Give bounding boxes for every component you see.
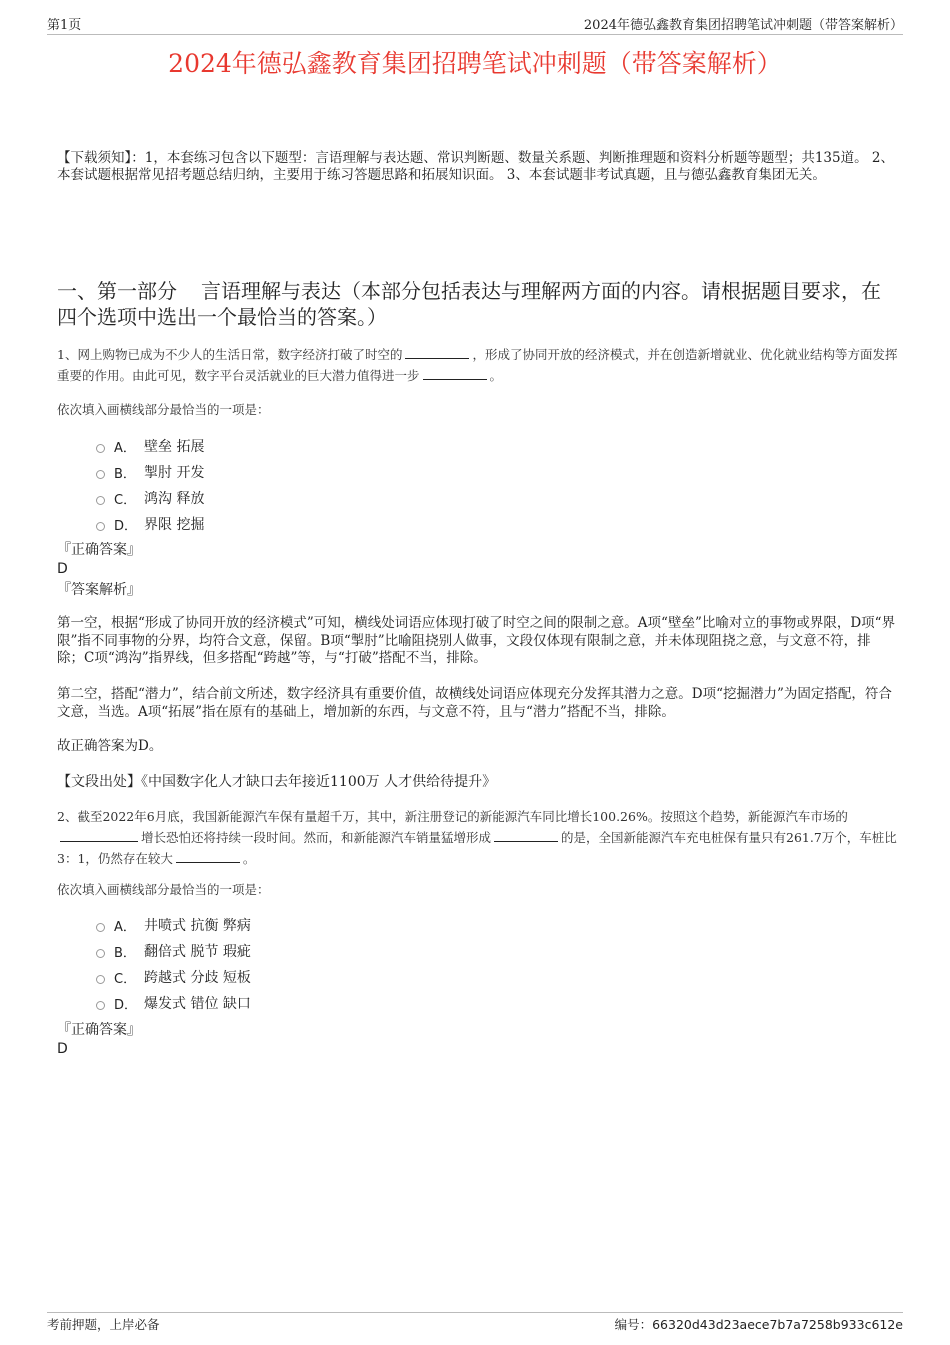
answer-label: 『正确答案』 (57, 542, 141, 558)
answer-value: D (57, 561, 68, 577)
answer-value: D (57, 1041, 68, 1057)
question-1-options (96, 433, 204, 537)
page-header (47, 14, 903, 35)
question-1-stem: 1、网上购物已成为不少人的生活日常，数字经济打破了时空的 ，形成了协同开放的经济模式，并在创造新增就业、优化就业结构等方面发挥重要的作用。由此可见，数字平台灵活就业的巨大潜力值得进一步 。 (57, 347, 898, 383)
blank-line (176, 849, 240, 863)
analysis-paragraph-2: 第二空，搭配“潜力”，结合前文所述，数字经济具有重要价值，故横线处词语应体现充分发挥其潜力之意。D项“挖掘潜力”为固定搭配，符合文意，当选。A项“拓展”指在原有的基础上，增加新的东西，与文意不符，且与“潜力”搭配不当，排除。 (57, 686, 892, 720)
radio-icon[interactable] (96, 522, 105, 531)
blank-line (494, 828, 558, 842)
question-2-prompt: 依次填入画横线部分最恰当的一项是： (57, 882, 270, 897)
radio-icon[interactable] (96, 496, 105, 505)
page-footer (47, 1312, 903, 1333)
document-title: 2024年德弘鑫教育集团招聘笔试冲刺题（带答案解析） (168, 49, 782, 78)
option-d[interactable]: D． 爆发式 错位 缺口 (96, 990, 251, 1016)
option-a[interactable]: A． 井喷式 抗衡 弊病 (96, 912, 251, 938)
download-notice: 【下载须知】：1，本套练习包含以下题型：言语理解与表达题、常识判断题、数量关系题、判断推理题和资料分析题等题型；共135道。 2、本套试题根据常见招考题总结归纳，主要用于练习答题思路和拓展知识面。 3、本套试题非考试真题，且与德弘鑫教育集团无关。 (57, 150, 894, 183)
question-2-options (96, 912, 251, 1016)
answer-label: 『正确答案』 (57, 1022, 141, 1038)
analysis-label: 『答案解析』 (57, 582, 141, 598)
analysis-conclusion: 故正确答案为D。 (57, 738, 163, 754)
passage-source: 【文段出处】《中国数字化人才缺口去年接近1100万 人才供给待提升》 (57, 774, 497, 790)
document-id: 编号：66320d43d23aece7b7a7258b933c612e (614, 1317, 903, 1332)
section-part: 一、第一部分 (57, 279, 177, 303)
option-a[interactable]: A． 壁垒 拓展 (96, 433, 204, 459)
radio-icon[interactable] (96, 949, 105, 958)
question-1-prompt: 依次填入画横线部分最恰当的一项是： (57, 402, 270, 417)
blank-line (405, 345, 469, 359)
option-c[interactable]: C． 跨越式 分歧 短板 (96, 964, 251, 990)
question-2-stem: 2、截至2022年6月底，我国新能源汽车保有量超千万，其中，新注册登记的新能源汽车同比增长100.26%。按照这个趋势，新能源汽车市场的增长恐怕还将持续一段时间。然而，和新能源汽车销量猛增形成 的是，全国新能源汽车充电桩保有量只有261.7万个，车桩比3：1，仍然存在较大 。 (57, 809, 897, 866)
radio-icon[interactable] (96, 923, 105, 932)
section-heading (57, 278, 897, 330)
blank-line (60, 828, 138, 842)
blank-line (423, 366, 487, 380)
page-number: 第1页 (47, 18, 82, 33)
option-d[interactable]: D． 界限 挖掘 (96, 511, 204, 537)
analysis-paragraph-1: 第一空，根据“形成了协同开放的经济模式”可知，横线处词语应体现打破了时空之间的限制之意。A项“壁垒”比喻对立的事物或界限，D项“界限”指不同事物的分界，均符合文意，保留。B项“掣肘”比喻阻挠别人做事，文段仅体现有限制之意，并未体现阻挠之意，与文意不符，排除；C项“鸿沟”指界线，但多搭配“跨越”等，与“打破”搭配不当，排除。 (57, 615, 896, 666)
footer-slogan: 考前押题，上岸必备 (47, 1317, 160, 1332)
option-b[interactable]: B． 翻倍式 脱节 瑕疵 (96, 938, 251, 964)
header-doc-title: 2024年德弘鑫教育集团招聘笔试冲刺题（带答案解析） (583, 18, 903, 33)
radio-icon[interactable] (96, 470, 105, 479)
radio-icon[interactable] (96, 975, 105, 984)
radio-icon[interactable] (96, 1001, 105, 1010)
section-desc: 言语理解与表达（本部分包括表达与理解两方面的内容。请根据题目要求，在四个选项中选出一个最恰当的答案。） (57, 279, 881, 329)
option-c[interactable]: C． 鸿沟 释放 (96, 485, 204, 511)
radio-icon[interactable] (96, 444, 105, 453)
option-b[interactable]: B． 掣肘 开发 (96, 459, 204, 485)
